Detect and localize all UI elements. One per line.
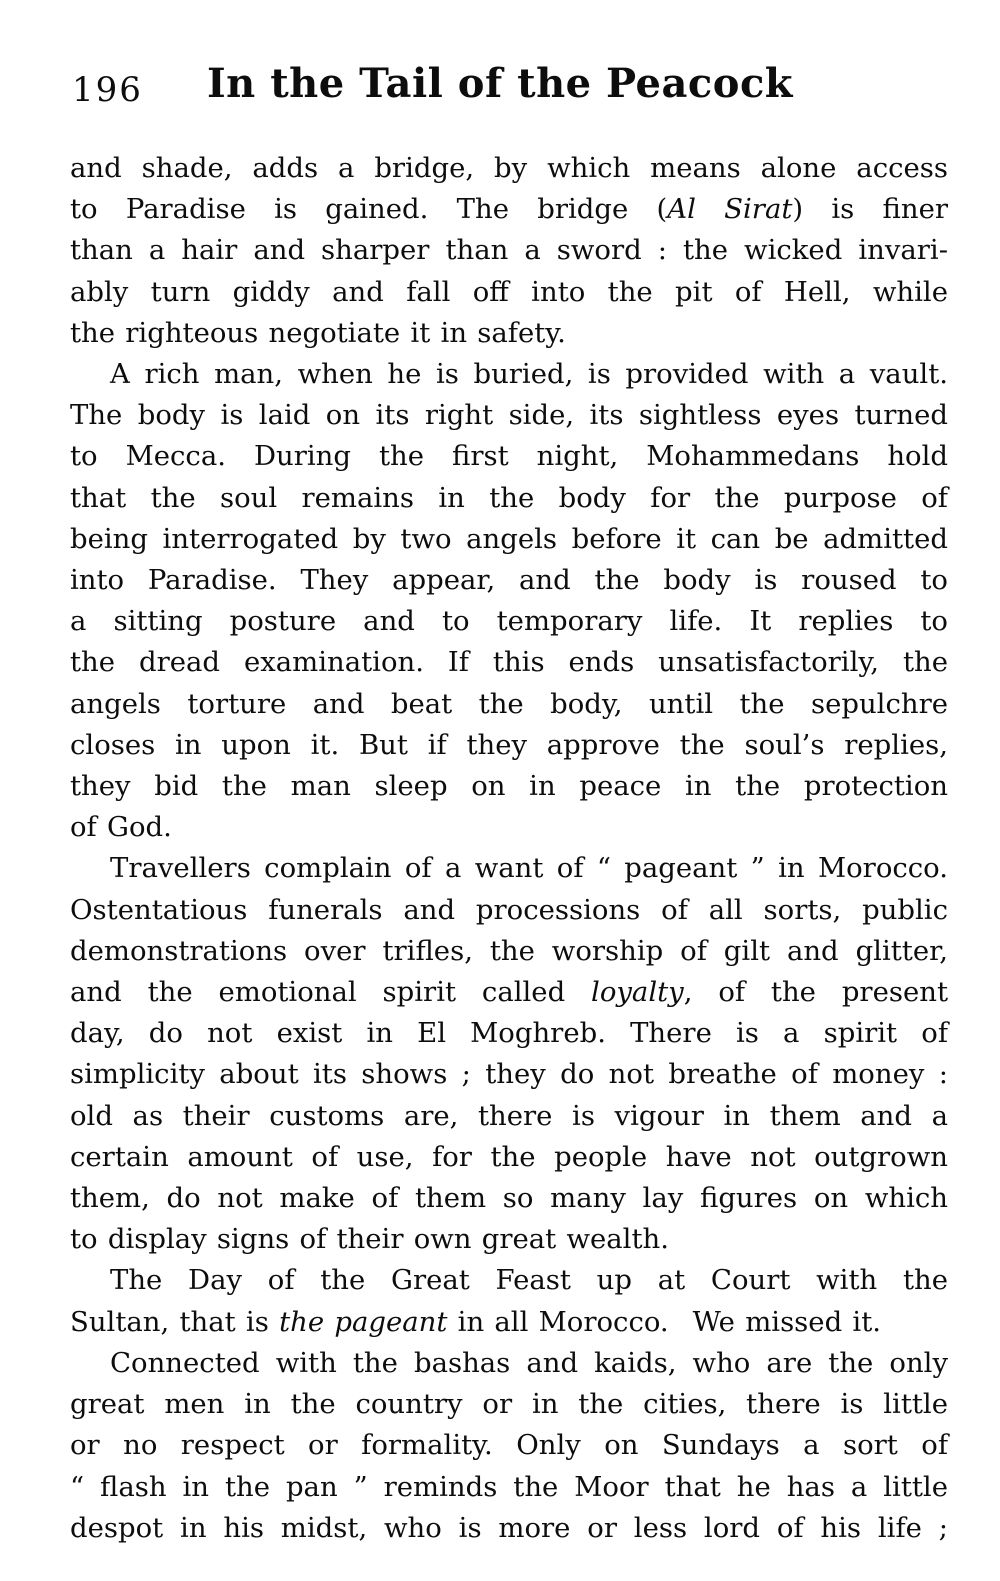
text-line: them, do not make of them so many lay figures on which — [70, 1182, 948, 1215]
paragraph — [70, 1260, 948, 1342]
text-line: into Paradise. They appear, and the body is roused to — [70, 564, 948, 597]
page-number: 196 — [72, 70, 143, 110]
text-line: to Mecca. During the first night, Mohammedans hold — [70, 440, 948, 473]
text-line: being interrogated by two angels before it can be admitted — [70, 522, 948, 555]
text-line: closes in upon it. But if they approve the soul’s replies, — [70, 728, 948, 761]
text-line: of God. — [70, 811, 172, 844]
text-line: they bid the man sleep on in peace in the protection — [70, 770, 948, 803]
text-line: Sultan, that is the pageant in all Morocco. We missed it. — [70, 1305, 882, 1338]
italic-text: Al Sirat — [667, 193, 793, 226]
text-line: ably turn giddy and fall off into the pit of Hell, while — [70, 275, 948, 308]
text-line: day, do not exist in El Moghreb. There is a spirit of — [70, 1017, 948, 1050]
text-line: than a hair and sharper than a sword : the wicked invari- — [70, 234, 948, 267]
running-title: In the Tail of the Peacock — [206, 60, 794, 107]
text-line: great men in the country or in the cities, there is little — [70, 1388, 948, 1421]
paragraph — [70, 1343, 948, 1549]
page-header — [0, 0, 1000, 130]
italic-text: loyalty — [591, 976, 684, 1009]
page-body — [70, 148, 948, 1549]
text-line: demonstrations over trifles, the worship of gilt and glitter, — [70, 934, 948, 967]
text-line: certain amount of use, for the people have not outgrown — [70, 1140, 948, 1173]
text-line: The body is laid on its right side, its sightless eyes turned — [70, 399, 948, 432]
text-line: Connected with the bashas and kaids, who are the only — [110, 1346, 948, 1379]
text-line: to Paradise is gained. The bridge (Al Sirat) is finer — [70, 193, 949, 226]
text-line: or no respect or formality. Only on Sundays a sort of — [70, 1429, 948, 1462]
text-line: old as their customs are, there is vigour in them and a — [70, 1099, 948, 1132]
paragraph — [70, 148, 948, 354]
italic-text: the pageant — [279, 1305, 448, 1338]
text-line: despot in his midst, who is more or less lord of his life ; — [70, 1511, 948, 1544]
text-line: angels torture and beat the body, until the sepulchre — [70, 687, 948, 720]
text-line: that the soul remains in the body for the purpose of — [70, 481, 948, 514]
text-line: Travellers complain of a want of “ pageant ” in Morocco. — [110, 852, 948, 885]
text-line: A rich man, when he is buried, is provided with a vault. — [110, 358, 948, 391]
text-line: Ostentatious funerals and processions of all sorts, public — [70, 893, 948, 926]
text-line: the righteous negotiate it in safety. — [70, 316, 566, 349]
text-line: to display signs of their own great wealth. — [70, 1223, 669, 1256]
text-line: a sitting posture and to temporary life. It replies to — [70, 605, 948, 638]
text-line: simplicity about its shows ; they do not breathe of money : — [70, 1058, 948, 1091]
text-line: and the emotional spirit called loyalty, of the present — [70, 976, 948, 1009]
text-line: the dread examination. If this ends unsatisfactorily, the — [70, 646, 948, 679]
paragraph — [70, 848, 948, 1260]
text-line: and shade, adds a bridge, by which means alone access — [70, 152, 948, 184]
text-line: The Day of the Great Feast up at Court with the — [110, 1264, 948, 1297]
paragraph — [70, 354, 948, 848]
text-line: “ flash in the pan ” reminds the Moor that he has a little — [70, 1470, 948, 1503]
